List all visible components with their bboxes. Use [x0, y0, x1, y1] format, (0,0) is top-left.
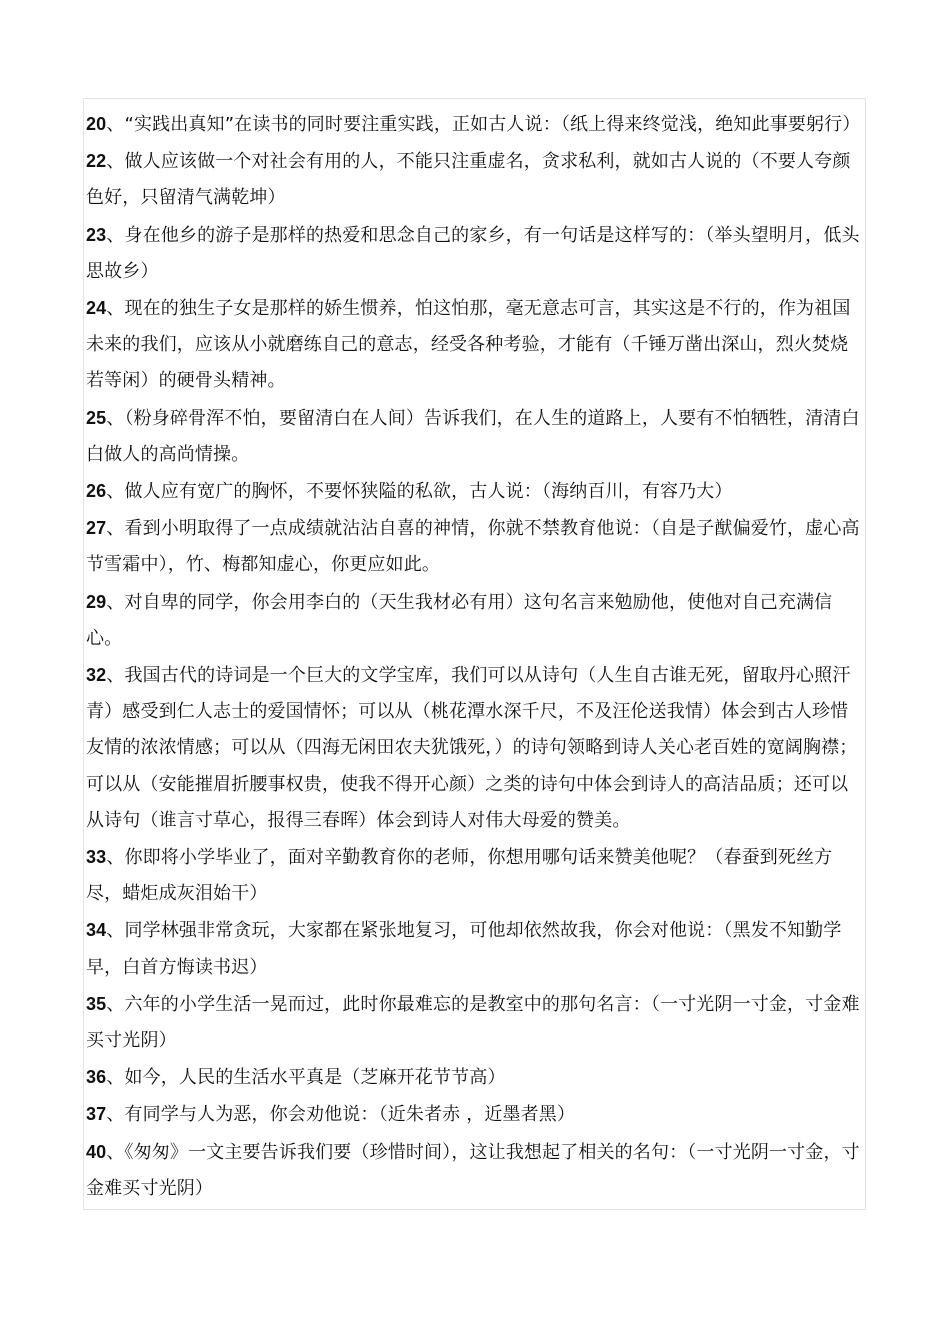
item-number: 24	[86, 298, 107, 319]
item-text: 、如今，人民的生活水平真是（芝麻开花节节高）	[106, 1067, 506, 1089]
list-item	[86, 657, 860, 839]
item-text: 、身在他乡的游子是那样的热爱和思念自己的家乡，有一句话是这样写的：（举头望明月，低头思故乡）	[86, 224, 860, 282]
item-number: 22	[86, 151, 107, 172]
item-text: 、做人应该做一个对社会有用的人，不能只注重虚名，贪求私利，就如古人说的（不要人夸颜色好，只留清气满乾坤）	[86, 151, 851, 209]
item-number: 25	[86, 407, 107, 428]
item-number: 37	[86, 1104, 107, 1125]
list-item	[86, 290, 860, 400]
item-number: 35	[86, 993, 107, 1014]
item-number: 27	[86, 518, 107, 539]
item-text: 、现在的独生子女是那样的娇生惯养，怕这怕那，毫无意志可言，其实这是不行的，作为祖国未来的我们，应该从小就磨练自己的意志，经受各种考验，才能有（千锤万凿出深山，烈火焚烧若等闲）的硬骨头精神。	[86, 298, 851, 392]
item-number: 26	[86, 481, 107, 502]
item-text: 、看到小明取得了一点成绩就沾沾自喜的神情，你就不禁教育他说：（自是子猷偏爱竹，虚心高节雪霜中），竹、梅都知虚心，你更应如此。	[86, 518, 860, 576]
item-number: 20	[86, 114, 107, 134]
list-item	[86, 986, 860, 1059]
list-item	[86, 106, 860, 143]
list-item	[86, 473, 860, 510]
list-item	[86, 217, 860, 290]
list-item	[86, 584, 860, 657]
item-text: 、“实践出真知”在读书的同时要注重实践，正如古人说：（纸上得来终觉浅，绝知此事要躬行）	[106, 114, 861, 135]
item-number: 34	[86, 920, 107, 941]
item-number: 23	[86, 224, 107, 245]
item-text: 、对自卑的同学，你会用李白的（天生我材必有用）这句名言来勉励他，使他对自己充满信心。	[86, 591, 833, 649]
item-number: 36	[86, 1067, 107, 1088]
item-number: 40	[86, 1141, 107, 1162]
item-text: 、六年的小学生活一晃而过，此时你最难忘的是教室中的那句名言：（一寸光阴一寸金，寸金难买寸光阴）	[86, 993, 860, 1052]
list-item	[86, 1096, 860, 1133]
item-number: 29	[86, 591, 107, 612]
item-text: 、同学林强非常贪玩，大家都在紧张地复习，可他却依然故我，你会对他说：（黑发不知勤学早，白首方悔读书迟）	[86, 920, 842, 978]
list-item	[86, 839, 860, 912]
list-item	[86, 143, 860, 216]
item-number: 32	[86, 665, 107, 686]
item-text: 、做人应有宽广的胸怀，不要怀狭隘的私欲，古人说：（海纳百川，有容乃大）	[106, 481, 733, 503]
document-body	[86, 106, 860, 1207]
item-text: 、（粉身碎骨浑不怕，要留清白在人间）告诉我们，在人生的道路上，人要有不怕牺牲，清清白白做人的高尚情操。	[86, 407, 860, 465]
item-text: 、有同学与人为恶，你会劝他说：（近朱者赤 ，近墨者黑）	[106, 1104, 576, 1126]
item-text: 、《匆匆》一文主要告诉我们要（珍惜时间），这让我想起了相关的名句：（一寸光阴一寸金，寸金难买寸光阴）	[86, 1141, 860, 1199]
list-item	[86, 1134, 860, 1207]
item-number: 33	[86, 847, 107, 868]
list-item	[86, 912, 860, 985]
list-item	[86, 1059, 860, 1096]
item-text: 、我国古代的诗词是一个巨大的文学宝库，我们可以从诗句（人生自古谁无死，留取丹心照汗青）感受到仁人志士的爱国情怀；可以从（桃花潭水深千尺，不及汪伦送我情）体会到古人珍惜友情的浓浓情感；可以从（四海无闲田农夫犹饿死，）的诗句领略到诗人关心老百姓的宽阔胸襟；可以从（安能摧眉折腰事权贵，使我不得开心颜）之类的诗句中体会到诗人的高洁品质；还可以从诗句（谁言寸草心，报得三春晖）体会到诗人对伟大母爱的赞美。	[86, 665, 858, 831]
item-text: 、你即将小学毕业了，面对辛勤教育你的老师，你想用哪句话来赞美他呢？（春蚕到死丝方尽，蜡炬成灰泪始干）	[86, 847, 833, 905]
list-item	[86, 510, 860, 583]
list-item	[86, 400, 860, 473]
